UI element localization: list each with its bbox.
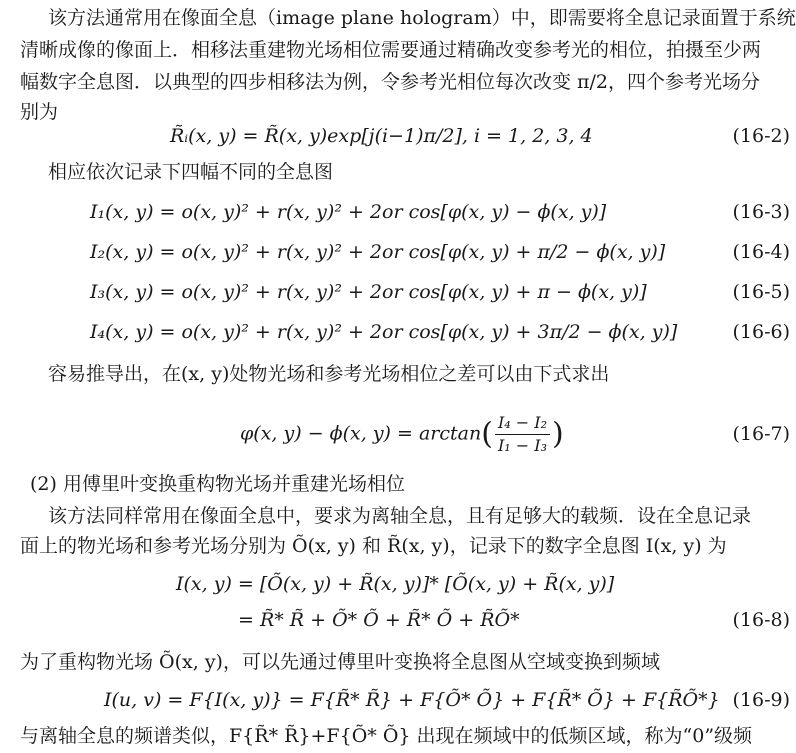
equation-16-4-number: (16-4) xyxy=(732,241,790,263)
equation-16-2-expr: R̃ᵢ(x, y) = R̃(x, y)exp[j(i−1)π/2], i = 1, 2, 3, 4 xyxy=(170,125,593,147)
equation-16-2-number: (16-2) xyxy=(732,125,790,147)
equation-16-8-line-2 xyxy=(0,604,796,636)
right-paren: ) xyxy=(551,416,564,452)
equation-16-5 xyxy=(0,276,796,308)
equation-16-5-expr: I₃(x, y) = o(x, y)² + r(x, y)² + 2or cos[φ(x, y) + π − ϕ(x, y)] xyxy=(90,281,647,303)
equation-16-4-expr: I₂(x, y) = o(x, y)² + r(x, y)² + 2or cos[φ(x, y) + π/2 − ϕ(x, y)] xyxy=(90,241,666,263)
equation-16-8-expr-b: = R̃* R̃ + Õ* Õ + R̃* Õ + R̃Õ* xyxy=(238,609,520,631)
equation-16-5-number: (16-5) xyxy=(732,281,790,303)
equation-16-3-number: (16-3) xyxy=(732,201,790,223)
intro-line-3: 幅数字全息图．以典型的四步相移法为例，令参考光相位每次改变 π/2，四个参考光场分 xyxy=(20,71,761,93)
equation-16-9-expr: I(u, v) = F{I(x, y)} = F{R̃* R̃} + F{Õ* Õ} + F{R̃* Õ} + F{R̃Õ*} xyxy=(104,689,720,711)
equation-16-6-expr: I₄(x, y) = o(x, y)² + r(x, y)² + 2or cos[φ(x, y) + 3π/2 − ϕ(x, y)] xyxy=(90,321,678,343)
fraction-denominator: I₁ − I₃ xyxy=(497,436,547,455)
section-heading-2: (2) 用傅里叶变换重构物光场并重建光场相位 xyxy=(30,473,405,495)
equation-16-9 xyxy=(0,684,796,716)
fourier-line-2: 面上的物光场和参考光场分别为 Õ(x, y) 和 R̃(x, y)，记录下的数字全息图 I(x, y) 为 xyxy=(20,535,727,557)
fourier-line-1: 该方法同样常用在像面全息中，要求为离轴全息，且有足够大的载频．设在全息记录 xyxy=(48,505,752,527)
equation-16-6 xyxy=(0,316,796,348)
equation-16-7-lhs: φ(x, y) − ϕ(x, y) = arctan xyxy=(240,422,482,445)
equation-16-3-expr: I₁(x, y) = o(x, y)² + r(x, y)² + 2or cos[φ(x, y) − ϕ(x, y)] xyxy=(90,201,607,223)
left-paren: ( xyxy=(481,416,493,452)
intro-line-4: 别为 xyxy=(20,101,59,123)
equation-16-7-fraction xyxy=(495,412,550,457)
derive-text: 容易推导出，在(x, y)处物光场和参考光场相位之差可以由下式求出 xyxy=(48,363,610,385)
equation-16-8-expr-a: I(x, y) = [Õ(x, y) + R̃(x, y)]* [Õ(x, y) + R̃(x, y)] xyxy=(176,573,615,595)
intro-line-1: 该方法通常用在像面全息（image plane hologram）中，即需要将全息记录面置于系统 xyxy=(48,7,796,29)
equation-16-6-number: (16-6) xyxy=(732,321,790,343)
intro-line-2: 清晰成像的像面上．相移法重建物光场相位需要通过精确改变参考光的相位，拍摄至少两 xyxy=(20,39,762,61)
equation-16-2 xyxy=(0,120,796,152)
record-text: 相应依次记录下四幅不同的全息图 xyxy=(48,161,334,183)
reconstruct-text: 为了重构物光场 Õ(x, y)，可以先通过傅里叶变换将全息图从空域变换到频域 xyxy=(20,651,660,673)
equation-16-3 xyxy=(0,196,796,228)
equation-16-9-number: (16-9) xyxy=(732,689,790,711)
equation-16-7-number: (16-7) xyxy=(732,423,790,445)
equation-16-4 xyxy=(0,236,796,268)
fraction-numerator: I₄ − I₂ xyxy=(495,412,550,435)
equation-16-8-line-1 xyxy=(0,568,796,600)
spectrum-text: 与离轴全息的频谱类似，F{R̃* R̃}+F{Õ* Õ} 出现在频域中的低频区域，称为“0”级频 xyxy=(20,725,753,747)
equation-16-7-expr xyxy=(240,412,564,457)
equation-16-7 xyxy=(0,412,796,456)
equation-16-8-number: (16-8) xyxy=(732,609,790,631)
